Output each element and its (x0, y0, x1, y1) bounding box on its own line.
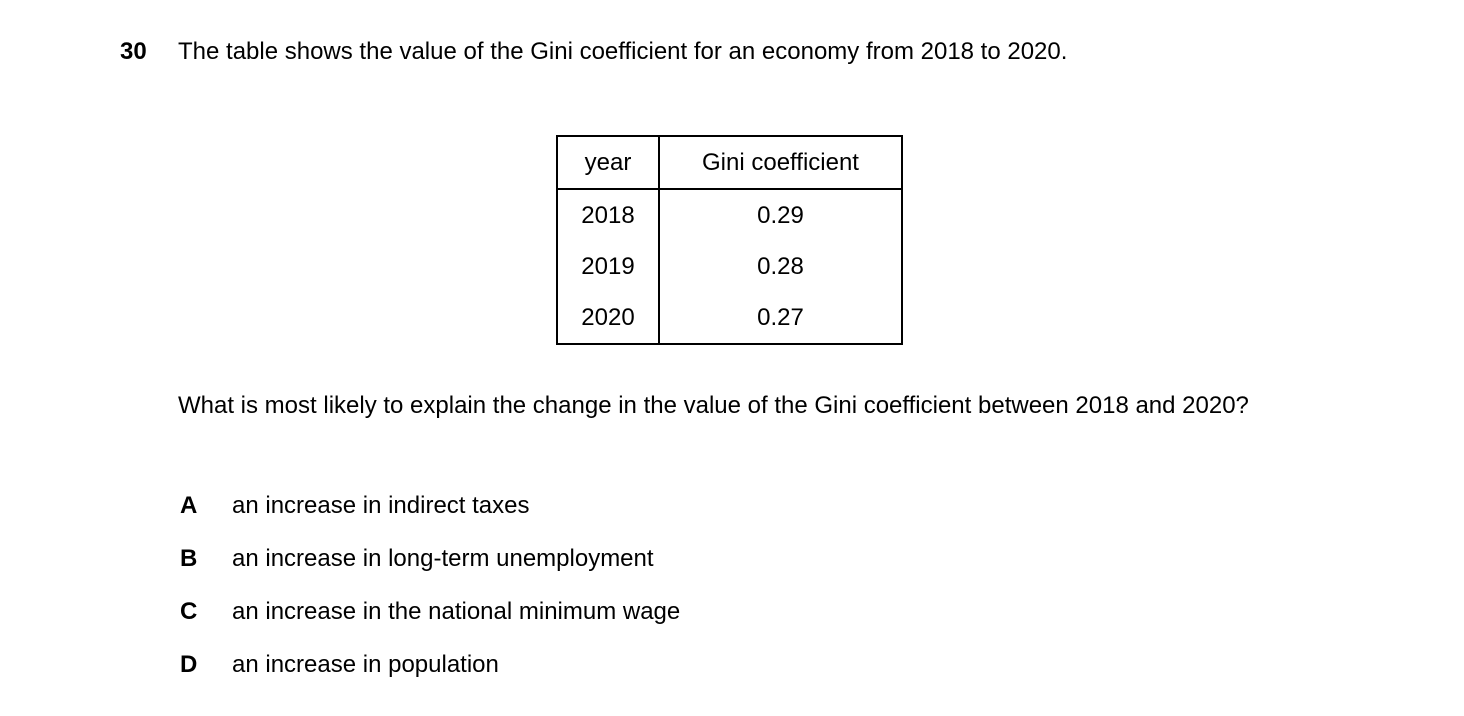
gini-coefficient-table (556, 135, 903, 345)
table-cell-gini: 0.28 (757, 252, 804, 280)
table-row (557, 241, 902, 292)
option-text: an increase in indirect taxes (232, 492, 530, 519)
table-row (557, 292, 902, 344)
option-text: an increase in long-term unemployment (232, 545, 654, 572)
answer-option-d (180, 650, 680, 680)
table-cell-year: 2019 (557, 241, 659, 292)
answer-option-c (180, 597, 680, 627)
question-prompt-text: What is most likely to explain the change in the value of the Gini coefficient between 2018 and 2020? (178, 392, 1249, 419)
option-text: an increase in the national minimum wage (232, 598, 681, 625)
option-letter: D (180, 651, 198, 678)
table-cell-gini: 0.27 (757, 303, 804, 331)
answer-options-list (180, 491, 680, 680)
option-text: an increase in population (232, 651, 499, 678)
table-cell-year: 2020 (557, 292, 659, 344)
table-header-row (557, 136, 902, 189)
option-letter: B (180, 545, 198, 572)
table-cell-gini: 0.29 (757, 201, 804, 229)
table-header-gini-coefficient: Gini coefficient (659, 136, 902, 189)
question-number: 30 (120, 38, 147, 65)
question-intro-text: The table shows the value of the Gini coefficient for an economy from 2018 to 2020. (178, 38, 1068, 65)
table-cell-year: 2018 (557, 189, 659, 241)
table-row (557, 189, 902, 241)
option-letter: A (180, 492, 198, 519)
table-header-year: year (557, 136, 659, 189)
option-letter: C (180, 598, 198, 625)
answer-option-b (180, 544, 680, 574)
answer-option-a (180, 491, 680, 521)
